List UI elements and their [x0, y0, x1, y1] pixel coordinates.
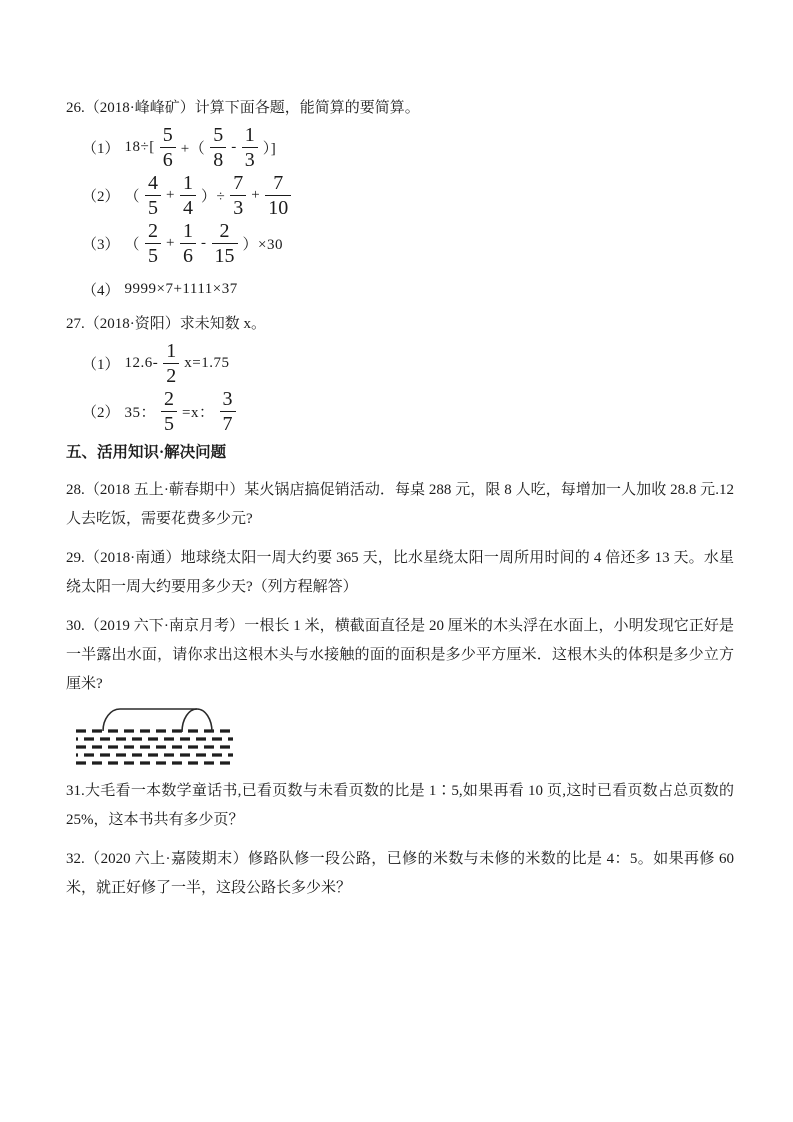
fraction-denominator: 5 [145, 195, 161, 218]
fraction-numerator: 2 [148, 220, 159, 242]
fraction [265, 173, 291, 218]
math-expression [125, 173, 297, 218]
math-text: ）÷ [201, 189, 226, 205]
math-expression [125, 221, 283, 266]
q27-equation-1 [66, 341, 734, 386]
item-label-3: （3） [82, 237, 120, 253]
math-text: 12.6- [124, 355, 159, 371]
math-text: 18÷[ [124, 139, 155, 155]
fraction-denominator: 4 [180, 195, 196, 218]
fraction [180, 173, 196, 218]
fraction-denominator: 5 [161, 411, 177, 434]
fraction [180, 221, 196, 266]
fraction-numerator: 1 [183, 172, 193, 194]
item-label-2: （2） [82, 189, 120, 205]
fraction-numerator: 5 [213, 124, 224, 146]
fraction-denominator: 15 [212, 243, 238, 266]
fraction-denominator: 5 [145, 243, 161, 266]
math-text: +（ [180, 141, 206, 157]
math-expression [125, 389, 241, 434]
fraction [145, 173, 161, 218]
fraction-denominator: 3 [230, 195, 246, 218]
q26-expression-4 [66, 274, 734, 304]
item-label-1: （1） [82, 141, 120, 157]
fraction-denominator: 3 [242, 147, 258, 170]
q26-expression-1 [66, 125, 734, 170]
fraction [145, 221, 161, 266]
question-28: 28.（2018 五上·蕲春期中）某火锅店搞促销活动．每桌 288 元，限 8 人吃，每增加一人加收 28.8 元.12 人去吃饭，需要花费多少元? [66, 482, 734, 527]
math-text: （ [124, 189, 141, 205]
fraction-numerator: 1 [244, 124, 255, 146]
math-text: ）×30 [242, 237, 283, 253]
fraction-numerator: 2 [219, 220, 230, 242]
math-text: 9999×7+1111×37 [124, 280, 238, 297]
water-dashes [76, 731, 233, 763]
fraction-denominator: 6 [180, 243, 196, 266]
fraction-denominator: 10 [265, 195, 291, 218]
fraction [212, 221, 238, 266]
fraction-numerator: 4 [148, 172, 159, 194]
fraction [163, 341, 179, 386]
math-text: 35： [124, 405, 157, 421]
math-expression [125, 341, 230, 386]
math-text: （ [124, 237, 141, 253]
item-label-1: （1） [82, 357, 120, 373]
math-text: ）] [262, 141, 277, 157]
fraction [210, 125, 226, 170]
math-text: - [231, 139, 237, 155]
section-5-title: 五、活用知识·解决问题 [66, 444, 227, 461]
fraction-denominator: 7 [220, 411, 236, 434]
question-27 [66, 310, 734, 434]
question-29: 29.（2018·南通）地球绕太阳一周大约要 365 天，比水星绕太阳一周所用时间的 4 倍还多 13 天。水星绕太阳一周大约要用多少天?（列方程解答） [66, 550, 734, 595]
floating-log-figure [75, 707, 734, 767]
q26-expression-3 [66, 221, 734, 266]
math-expression [125, 281, 238, 298]
fraction [220, 389, 236, 434]
fraction-numerator: 1 [166, 340, 177, 362]
math-text: + [251, 187, 261, 203]
math-text: - [201, 235, 207, 251]
fraction-numerator: 7 [233, 172, 244, 194]
question-32: 32.（2020 六上·嘉陵期末）修路队修一段公路，已修的米数与未修的米数的比是 4：5。如果再修 60 米，就正好修了一半，这段公路长多少米？ [66, 851, 734, 896]
fraction-denominator: 8 [210, 147, 226, 170]
fraction-numerator: 1 [183, 220, 193, 242]
fraction [161, 389, 177, 434]
item-label-4: （4） [82, 282, 120, 299]
math-text: =x： [182, 405, 215, 421]
fraction [160, 125, 176, 170]
math-text: + [166, 235, 175, 251]
q27-equation-2 [66, 389, 734, 434]
fraction-denominator: 2 [163, 363, 179, 386]
question-26 [66, 94, 734, 304]
question-31: 31.大毛看一本数学童话书,已看页数与未看页数的比是 1∶5,如果再看 10 页,这时已看页数占总页数的 25%，这本书共有多少页？ [66, 783, 734, 828]
fraction-numerator: 5 [162, 124, 173, 146]
log-outline [103, 709, 212, 732]
question-26-header: 26.（2018·峰峰矿）计算下面各题，能简算的要简算。 [66, 100, 420, 116]
math-expression [125, 125, 277, 170]
log-end-face [182, 709, 212, 732]
fraction-numerator: 7 [273, 172, 284, 194]
math-text: + [166, 187, 175, 203]
fraction [230, 173, 246, 218]
question-27-header: 27.（2018·资阳）求未知数 x。 [66, 316, 266, 332]
fraction-denominator: 6 [160, 147, 176, 170]
fraction [242, 125, 258, 170]
math-text: x=1.75 [184, 355, 230, 371]
fraction-numerator: 3 [222, 388, 233, 410]
q26-expression-2 [66, 173, 734, 218]
question-30: 30.（2019 六下·南京月考）一根长 1 米，横截面直径是 20 厘米的木头浮在水面上，小明发现它正好是一半露出水面，请你求出这根木头与水接触的面的面积是多少平方厘米．这根木头的体积是多少立方厘米? [66, 618, 734, 692]
fraction-numerator: 2 [164, 388, 175, 410]
item-label-2: （2） [82, 405, 120, 421]
floating-log-diagram [75, 707, 237, 767]
